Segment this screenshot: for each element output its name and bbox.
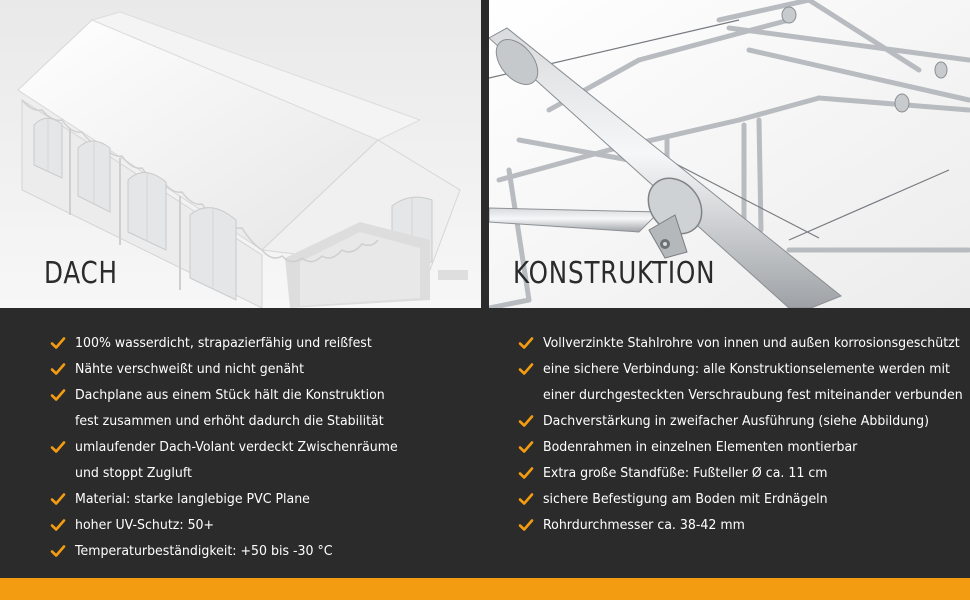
feature-text: Vollverzinkte Stahlrohre von innen und außen korrosionsgeschützt [543, 335, 960, 351]
feature-text: Temperaturbeständigkeit: +50 bis -30 °C [75, 543, 333, 559]
checkmark-icon [518, 361, 534, 377]
feature-text-continued: und stoppt Zugluft [75, 465, 192, 481]
roof-heading: DACH [44, 256, 118, 291]
checkmark-icon [50, 543, 66, 559]
list-item [50, 512, 422, 538]
checkmark-icon [518, 517, 534, 533]
list-item [518, 356, 970, 408]
feature-text: Dachplane aus einem Stück hält die Konstruktion [75, 387, 385, 403]
checkmark-icon [518, 439, 534, 455]
list-item [50, 330, 422, 356]
checkmark-icon [518, 465, 534, 481]
panel-divider [481, 0, 489, 308]
feature-text: 100% wasserdicht, strapazierfähig und reißfest [75, 335, 372, 351]
checkmark-icon [50, 491, 66, 507]
list-item [50, 434, 422, 486]
feature-text: Extra große Standfüße: Fußteller Ø ca. 11 cm [543, 465, 828, 481]
feature-text: hoher UV-Schutz: 50+ [75, 517, 215, 533]
list-item [50, 538, 422, 564]
list-item [50, 486, 422, 512]
roof-image-panel [0, 0, 481, 308]
list-item [50, 356, 422, 382]
list-item [518, 486, 970, 512]
feature-text-continued: fest zusammen und erhöht dadurch die Stabilität [75, 413, 384, 429]
construction-feature-list [518, 330, 970, 538]
feature-text: sichere Befestigung am Boden mit Erdnägeln [543, 491, 828, 507]
feature-text: Dachverstärkung in zweifacher Ausführung (siehe Abbildung) [543, 413, 930, 429]
feature-text: Bodenrahmen in einzelnen Elementen montierbar [543, 439, 858, 455]
roof-feature-list [50, 330, 422, 564]
checkmark-icon [518, 335, 534, 351]
checkmark-icon [50, 517, 66, 533]
feature-text: Nähte verschweißt und nicht genäht [75, 361, 305, 377]
checkmark-icon [50, 335, 66, 351]
feature-text-continued: einer durchgesteckten Verschraubung fest miteinander verbunden [543, 387, 963, 403]
feature-text: eine sichere Verbindung: alle Konstruktionselemente werden mit [543, 361, 950, 377]
list-item [518, 408, 970, 434]
construction-image-panel [489, 0, 970, 308]
feature-text: umlaufender Dach-Volant verdeckt Zwischenräume [75, 439, 398, 455]
list-item [518, 460, 970, 486]
list-item [518, 434, 970, 460]
checkmark-icon [518, 413, 534, 429]
list-item [518, 330, 970, 356]
checkmark-icon [50, 361, 66, 377]
feature-text: Rohrdurchmesser ca. 38-42 mm [543, 517, 745, 533]
checkmark-icon [50, 387, 66, 403]
checkmark-icon [50, 439, 66, 455]
list-item [50, 382, 422, 434]
feature-text: Material: starke langlebige PVC Plane [75, 491, 310, 507]
construction-heading: KONSTRUKTION [513, 256, 716, 291]
checkmark-icon [518, 491, 534, 507]
orange-footer-bar [0, 578, 970, 600]
list-item [518, 512, 970, 538]
